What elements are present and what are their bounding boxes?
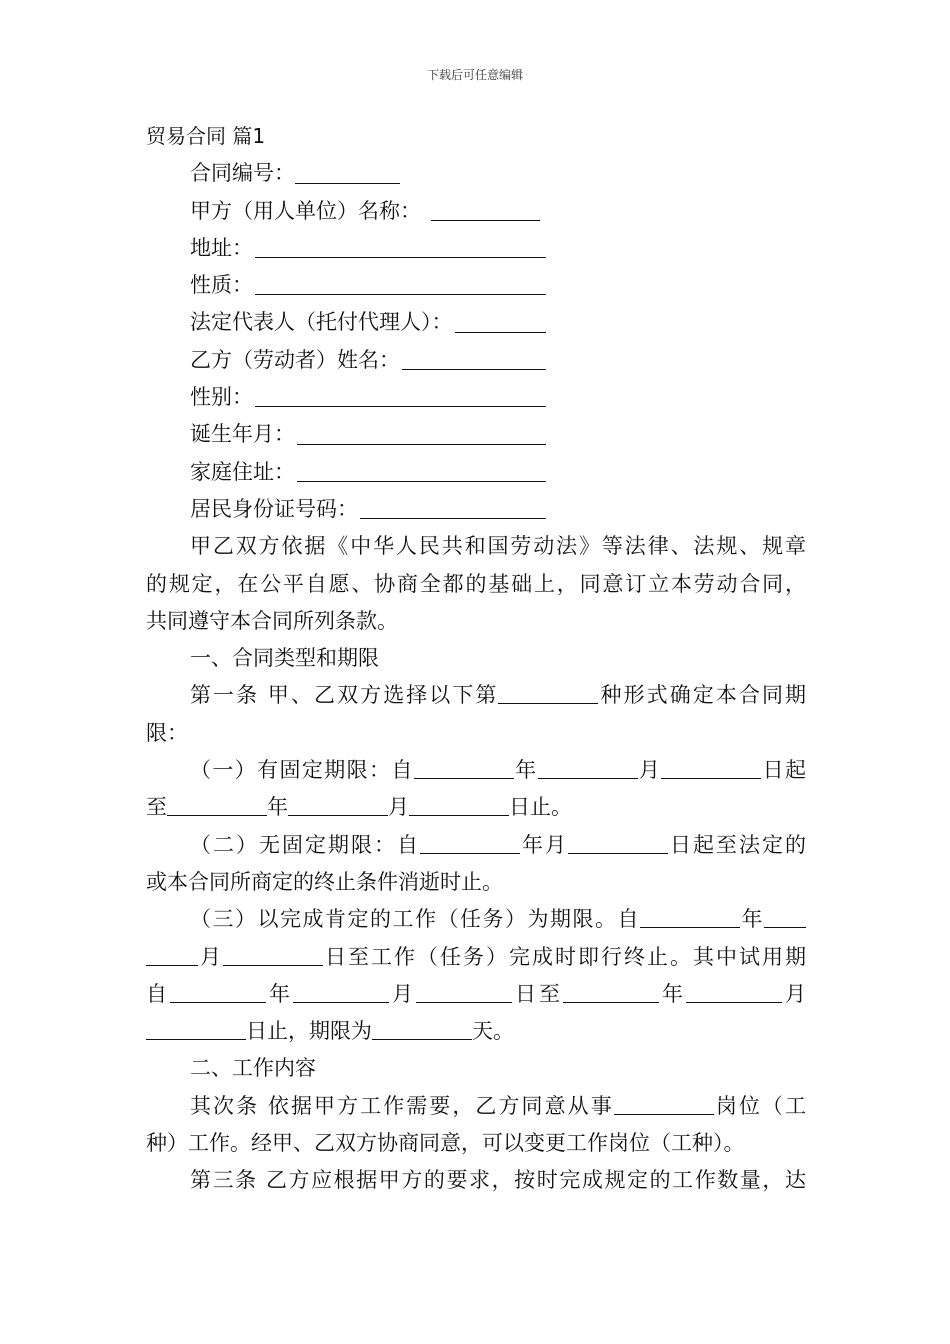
field-legal-representative: 法定代表人（托付代理人）： [146,304,546,341]
blank-line[interactable] [416,984,512,1003]
option-3-line-3: 自 年 月 日至 年 月 [146,981,806,1006]
field-contract-number: 合同编号： [146,155,400,192]
blank-line[interactable] [455,304,547,332]
page-header-note: 下载后可任意编辑 [426,68,523,82]
intro-line-1: 甲乙双方依据《中华人民共和国劳动法》等法律、法规、规章 [190,534,806,559]
blank-line[interactable] [360,491,546,519]
blank-line[interactable] [640,909,740,928]
option-2-line-2: 或本合同所商定的终止条件消逝时止。 [146,869,503,894]
field-birth-date: 诞生年月： [146,416,546,453]
blank-line[interactable] [297,454,546,482]
option-3-line-1: （三）以完成肯定的工作（任务）为期限。自 年 [146,901,806,938]
blank-line[interactable] [402,342,546,370]
document-body [146,118,806,1200]
blank-line[interactable] [414,760,514,779]
field-id-number: 居民身份证号码： [146,491,546,528]
option-3-line-4: 日止，期限为 天。 [146,1013,806,1050]
option-2-line-1: （二）无固定期限：自 年月 日起至法定的 [190,832,806,857]
blank-line[interactable] [409,797,509,816]
blank-line[interactable] [563,984,659,1003]
blank-line[interactable] [498,685,598,704]
field-party-b-name: 乙方（劳动者）姓名： [146,342,546,379]
field-party-a-name: 甲方（用人单位）名称： [146,193,540,230]
blank-line[interactable] [223,947,323,966]
blank-line[interactable] [255,267,546,295]
field-address: 地址： [146,230,546,267]
blank-line[interactable] [146,947,198,966]
article-1-line-2: 限： [146,720,188,745]
article-1-line-1: 第一条 甲、乙双方选择以下第 种形式确定本合同期 [190,683,806,708]
blank-line[interactable] [661,760,761,779]
blank-line[interactable] [372,1021,472,1040]
field-gender: 性别： [146,379,546,416]
blank-line[interactable] [420,835,520,854]
section-heading-2: 二、工作内容 [190,1056,316,1081]
article-3-line-1: 第三条 乙方应根据甲方的要求，按时完成规定的工作数量，达 [190,1168,806,1193]
section-heading-1: 一、合同类型和期限 [190,646,379,671]
blank-line[interactable] [764,909,806,928]
blank-line[interactable] [288,797,388,816]
blank-line[interactable] [293,984,389,1003]
option-3-line-2: 月 日至工作（任务）完成时即行终止。其中试用期 [146,939,806,976]
blank-line[interactable] [295,155,400,183]
blank-line[interactable] [297,416,546,444]
field-home-address: 家庭住址： [146,454,546,491]
blank-line[interactable] [431,193,540,221]
option-1-line-2: 至 年 月 日止。 [146,795,572,820]
article-2-line-1: 其次条 依据甲方工作需要，乙方同意从事 岗位（工 [190,1093,806,1118]
intro-line-3: 共同遵守本合同所列条款。 [146,608,398,633]
blank-line[interactable] [255,379,546,407]
article-2-line-2: 种）工作。经甲、乙双方协商同意，可以变更工作岗位（工种）。 [146,1131,745,1156]
intro-line-2: 的规定，在公平自愿、协商全都的基础上，同意订立本劳动合同， [146,571,806,596]
option-1-line-1: （一）有固定期限：自 年 月 日起 [190,758,806,783]
blank-line[interactable] [146,1021,246,1040]
blank-line[interactable] [686,984,782,1003]
blank-line[interactable] [614,1096,714,1115]
blank-line[interactable] [568,835,668,854]
document-title: 贸易合同 篇1 [146,124,266,148]
field-nature: 性质： [146,267,546,304]
blank-line[interactable] [255,230,546,258]
blank-line[interactable] [170,984,266,1003]
blank-line[interactable] [538,760,638,779]
blank-line[interactable] [167,797,267,816]
